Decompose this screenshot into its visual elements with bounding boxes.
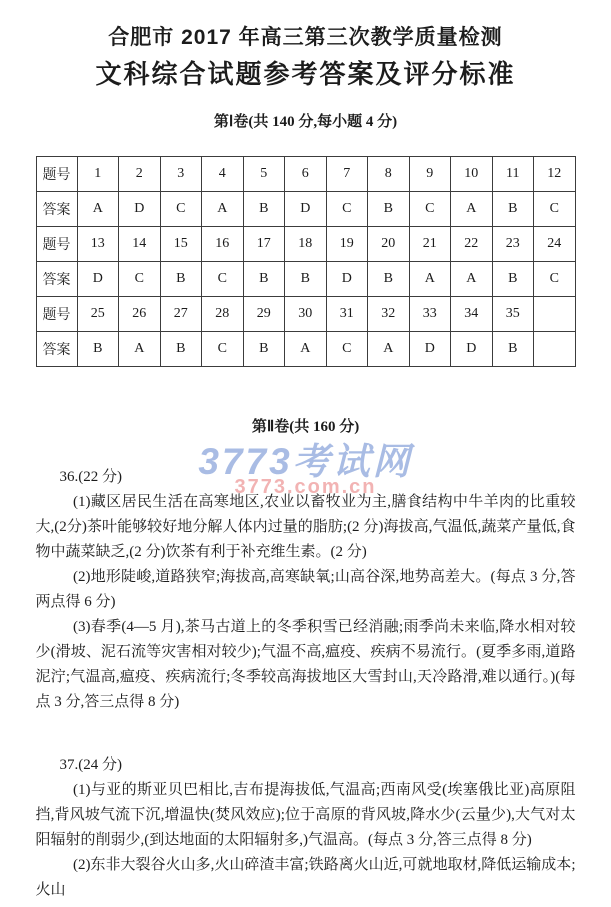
answer-table bbox=[36, 156, 576, 367]
question-number-cell: 33 bbox=[409, 297, 451, 332]
question-number-cell: 12 bbox=[534, 157, 576, 192]
question-37-answer-1: (1)与亚的斯亚贝巴相比,吉布提海拔低,气温高;西南风受(埃塞俄比亚)高原阻挡,背风坡气流下沉,增温快(焚风效应);位于高原的背风坡,降水少(云量少),大气对太阳辐射的削弱少,(到达地面的太阳辐射多,)气温高。(每点 3 分,答三点得 8 分) bbox=[35, 782, 576, 848]
answer-cell: B bbox=[492, 332, 534, 367]
question-36-answer-1: (1)藏区居民生活在高寒地区,农业以畜牧业为主,膳食结构中牛羊肉的比重较大,(2分)茶叶能够较好地分解人体内过量的脂肪;(2 分)海拔高,气温低,蔬菜产量低,食物中蔬菜缺乏,(2 分)饮茶有利于补充维生素。(2 分) bbox=[35, 494, 576, 560]
question-number-cell: 24 bbox=[534, 227, 576, 262]
question-number-cell: 30 bbox=[285, 297, 327, 332]
question-number-cell bbox=[534, 297, 576, 332]
answer-cell: B bbox=[160, 262, 202, 297]
question-number-cell: 3 bbox=[160, 157, 202, 192]
answer-cell: A bbox=[368, 332, 410, 367]
answer-cell: B bbox=[160, 332, 202, 367]
question-number-row bbox=[36, 297, 575, 332]
answer-cell: D bbox=[77, 262, 119, 297]
question-number-cell: 16 bbox=[202, 227, 244, 262]
question-number-cell: 22 bbox=[451, 227, 493, 262]
answer-cell: C bbox=[534, 192, 576, 227]
question-36-heading: 36.(22 分) bbox=[59, 469, 122, 485]
answer-cell: A bbox=[451, 192, 493, 227]
answer-cell: C bbox=[409, 192, 451, 227]
question-36-answer-2: (2)地形陡峻,道路狭窄;海拔高,高寒缺氧;山高谷深,地势高差大。(每点 3 分,答两点得 6 分) bbox=[35, 569, 576, 610]
answer-cell: B bbox=[243, 192, 285, 227]
question-number-cell: 2 bbox=[119, 157, 161, 192]
answer-cell: C bbox=[326, 332, 368, 367]
question-number-cell: 6 bbox=[285, 157, 327, 192]
answer-cell bbox=[534, 332, 576, 367]
document-subtitle: 文科综合试题参考答案及评分标准 bbox=[95, 60, 516, 89]
question-36-answer-3: (3)春季(4—5 月),茶马古道上的冬季积雪已经消融;雨季尚未来临,降水相对较少(滑坡、泥石流等灾害相对较少);气温不高,瘟疫、疾病不易流行。(夏季多雨,道路泥泞;气温高,瘟疫、疾病流行;冬季较高海拔地区大雪封山,天冷路滑,难以通行。)(每点 3 分,答三点得 8 分) bbox=[35, 619, 576, 710]
question-number-cell: 11 bbox=[492, 157, 534, 192]
row-label-cell: 题号 bbox=[36, 297, 77, 332]
answer-cell: B bbox=[492, 192, 534, 227]
watermark-site-name: 3773考试网 bbox=[198, 441, 413, 482]
question-number-cell: 28 bbox=[202, 297, 244, 332]
answer-cell: C bbox=[202, 332, 244, 367]
row-label-cell: 答案 bbox=[36, 262, 77, 297]
watermark-url: 3773.com.cn bbox=[234, 476, 377, 498]
answer-cell: A bbox=[119, 332, 161, 367]
question-number-cell: 21 bbox=[409, 227, 451, 262]
answer-cell: A bbox=[202, 192, 244, 227]
answer-cell: B bbox=[368, 262, 410, 297]
answer-cell: D bbox=[119, 192, 161, 227]
row-label-cell: 题号 bbox=[36, 157, 77, 192]
section-2-header: 第Ⅱ卷(共 160 分) bbox=[251, 419, 360, 435]
question-number-cell: 35 bbox=[492, 297, 534, 332]
question-number-cell: 7 bbox=[326, 157, 368, 192]
question-number-cell: 29 bbox=[243, 297, 285, 332]
question-number-cell: 31 bbox=[326, 297, 368, 332]
question-number-row bbox=[36, 227, 575, 262]
answer-cell: D bbox=[285, 192, 327, 227]
answers-content bbox=[36, 465, 576, 903]
question-37-answer-2: (2)东非大裂谷火山多,火山碎渣丰富;铁路离火山近,可就地取材,降低运输成本;火山 bbox=[35, 857, 576, 898]
answer-cell: C bbox=[202, 262, 244, 297]
question-number-cell: 25 bbox=[77, 297, 119, 332]
document-title: 合肥市 2017 年高三第三次教学质量检测 bbox=[108, 26, 503, 49]
answer-cell: B bbox=[243, 332, 285, 367]
question-number-cell: 19 bbox=[326, 227, 368, 262]
answer-cell: A bbox=[451, 262, 493, 297]
question-number-cell: 14 bbox=[119, 227, 161, 262]
answer-cell: B bbox=[492, 262, 534, 297]
answer-cell: B bbox=[77, 332, 119, 367]
question-number-cell: 15 bbox=[160, 227, 202, 262]
question-number-cell: 5 bbox=[243, 157, 285, 192]
question-number-cell: 23 bbox=[492, 227, 534, 262]
section-1-header: 第Ⅰ卷(共 140 分,每小题 4 分) bbox=[213, 114, 398, 130]
answer-cell: B bbox=[285, 262, 327, 297]
question-number-cell: 18 bbox=[285, 227, 327, 262]
answer-cell: A bbox=[285, 332, 327, 367]
page bbox=[0, 24, 611, 907]
answer-cell: A bbox=[409, 262, 451, 297]
answer-cell: B bbox=[368, 192, 410, 227]
row-label-cell: 答案 bbox=[36, 332, 77, 367]
question-number-cell: 10 bbox=[451, 157, 493, 192]
question-number-row bbox=[36, 157, 575, 192]
answer-cell: D bbox=[451, 332, 493, 367]
question-number-cell: 27 bbox=[160, 297, 202, 332]
question-number-cell: 32 bbox=[368, 297, 410, 332]
question-37-block bbox=[36, 753, 576, 903]
row-label-cell: 题号 bbox=[36, 227, 77, 262]
row-label-cell: 答案 bbox=[36, 192, 77, 227]
question-number-cell: 13 bbox=[77, 227, 119, 262]
question-36-block bbox=[36, 465, 576, 715]
answer-cell: D bbox=[409, 332, 451, 367]
question-number-cell: 4 bbox=[202, 157, 244, 192]
answer-table-body bbox=[36, 157, 575, 367]
answer-cell: C bbox=[534, 262, 576, 297]
question-number-cell: 8 bbox=[368, 157, 410, 192]
question-37-heading: 37.(24 分) bbox=[59, 757, 122, 773]
answer-cell: B bbox=[243, 262, 285, 297]
question-number-cell: 9 bbox=[409, 157, 451, 192]
answer-row bbox=[36, 192, 575, 227]
answer-cell: C bbox=[326, 192, 368, 227]
question-number-cell: 26 bbox=[119, 297, 161, 332]
answer-cell: D bbox=[326, 262, 368, 297]
question-number-cell: 17 bbox=[243, 227, 285, 262]
question-number-cell: 1 bbox=[77, 157, 119, 192]
answer-cell: C bbox=[119, 262, 161, 297]
answer-cell: A bbox=[77, 192, 119, 227]
question-number-cell: 34 bbox=[451, 297, 493, 332]
question-number-cell: 20 bbox=[368, 227, 410, 262]
answer-row bbox=[36, 332, 575, 367]
answer-cell: C bbox=[160, 192, 202, 227]
answer-row bbox=[36, 262, 575, 297]
